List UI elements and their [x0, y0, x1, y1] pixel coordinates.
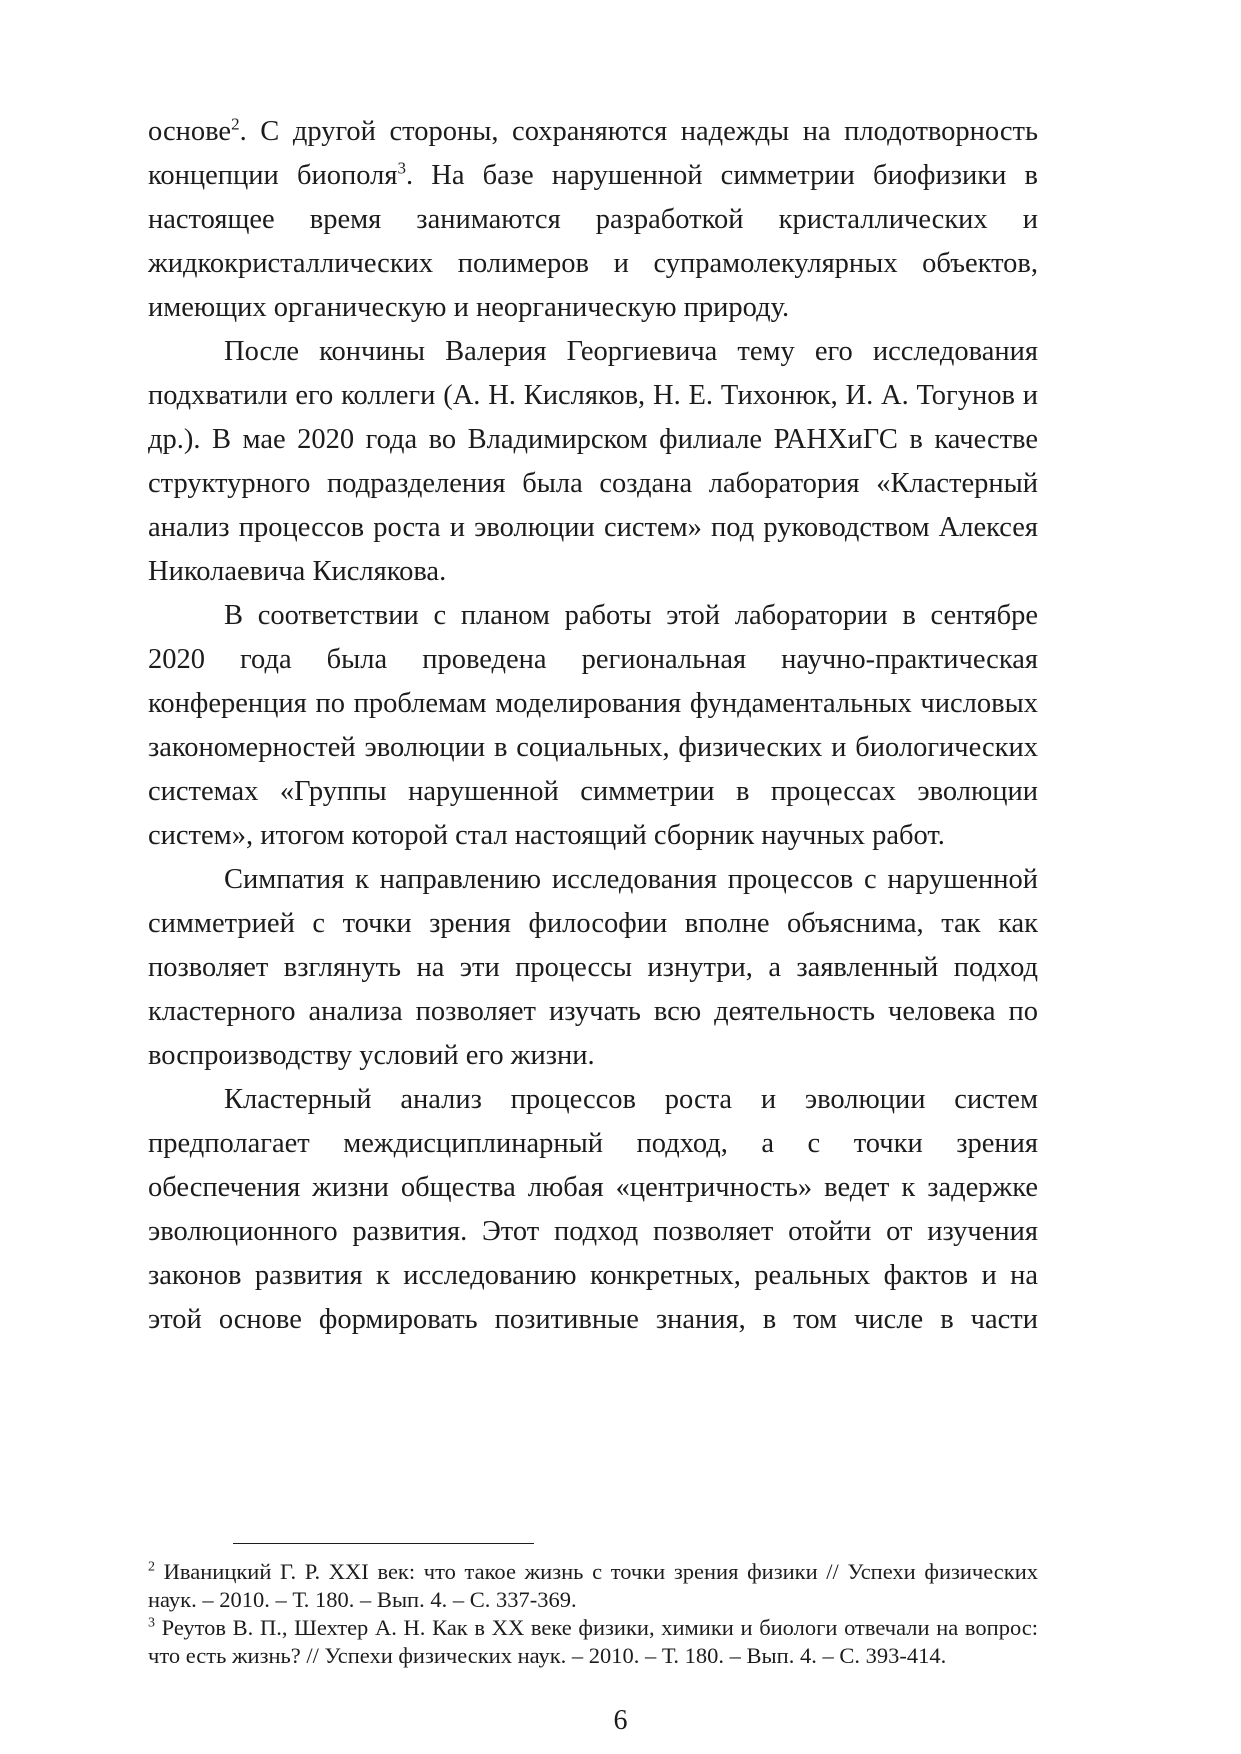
page-number: 6: [613, 1705, 628, 1736]
footnote-ref-3[interactable]: 3: [397, 158, 406, 178]
footnote-mark: 3: [148, 1615, 155, 1631]
paragraph-2: После кончины Валерия Георгиевича тему его исследования подхватили его коллеги (А. Н. Кисляков, Н. Е. Тихонюк, И. А. Тогунов и др.). В мае 2020 года во Владимирском филиале РАНХиГС в качестве структурного подразделения была создана лаборатория «Кластерный анализ процессов роста и эволюции систем» под руководством Алексея Николаевича Кислякова.: [148, 336, 1038, 587]
paragraph-3: В соответствии с планом работы этой лаборатории в сентябре 2020 года была проведена региональная научно-практическая конференция по проблемам моделирования фундаментальных числовых закономерностей эволюции в социальных, физических и биологических системах «Группы нарушенной симметрии в процессах эволюции систем», итогом которой стал настоящий сборник научных работ.: [148, 600, 1038, 851]
footnote-3: [148, 1614, 1038, 1670]
body-text: [148, 110, 1038, 1342]
footnote-2: [148, 1558, 1038, 1614]
paragraph-4: Симпатия к направлению исследования процессов с нарушенной симметрией с точки зрения философии вполне объяснима, так как позволяет взглянуть на эти процессы изнутри, а заявленный подход кластерного анализа позволяет изучать всю деятельность человека по воспроизводству условий его жизни.: [148, 864, 1038, 1071]
footnote-ref-2[interactable]: 2: [231, 114, 240, 134]
paragraph-1: основе$^2$. С другой стороны, сохраняются надежды на плодотворность концепции биополя$^3$. На базе нарушенной симметрии биофизики в настоящее время занимаются разработкой кристаллических и жидкокристаллических полимеров и супрамолекулярных объектов, имеющих органическую и неорганическую природу.: [148, 114, 1038, 323]
footnote-text: Реутов В. П., Шехтер А. Н. Как в XX веке физики, химики и биологи отвечали на вопрос: что есть жизнь? // Успехи физических наук. – 2010. – Т. 180. – Вып. 4. – С. 393-414.: [148, 1615, 1038, 1668]
paragraph-5: Кластерный анализ процессов роста и эволюции систем предполагает междисциплинарный подход, а с точки зрения обеспечения жизни общества любая «центричность» ведет к задержке эволюционного развития. Этот подход позволяет отойти от изучения законов развития к исследованию конкретных, реальных фактов и на этой основе формировать позитивные знания, в том числе в части: [148, 1084, 1038, 1335]
footnote-separator: [233, 1543, 534, 1544]
footnotes: [148, 1558, 1038, 1670]
footnote-mark: 2: [148, 1559, 155, 1575]
footnote-text: Иваницкий Г. Р. XXI век: что такое жизнь с точки зрения физики // Успехи физических наук. – 2010. – Т. 180. – Вып. 4. – С. 337-369.: [148, 1559, 1038, 1612]
